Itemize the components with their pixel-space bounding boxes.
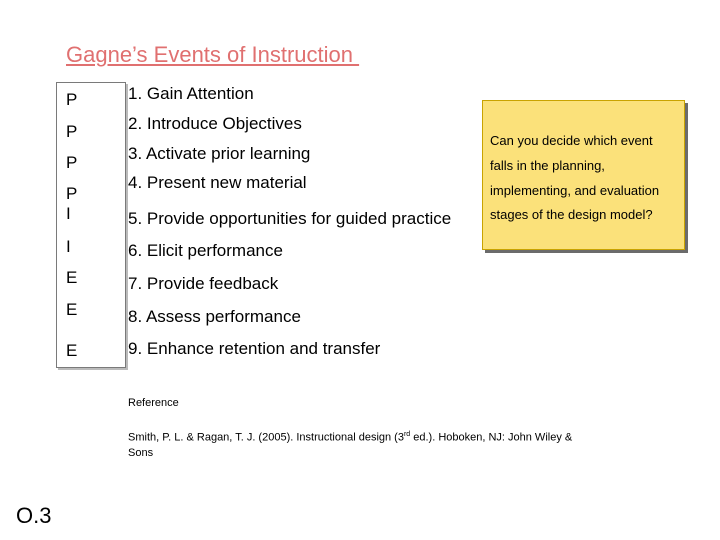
event-item: 4. Present new material <box>128 173 307 192</box>
slide-title: Gagne’s Events of Instruction <box>66 42 360 67</box>
phase-letter: P <box>66 184 78 203</box>
phase-letter: P <box>66 90 78 109</box>
citation-part: Smith, P. L. & Ragan, T. J. (2005). Instructional design (3 <box>128 431 404 444</box>
phase-letter: E <box>66 341 78 360</box>
slide-number: O.3 <box>16 503 52 528</box>
phase-letter: I <box>66 237 71 256</box>
phase-letter: P <box>66 122 78 141</box>
phase-letter: E <box>66 268 78 287</box>
event-item: 6. Elicit performance <box>128 241 283 260</box>
reference-citation <box>128 427 588 461</box>
callout-line: stages of the design model? <box>490 207 653 222</box>
question-callout <box>482 100 685 250</box>
phase-letter: E <box>66 300 78 319</box>
phase-letter: P <box>66 153 78 172</box>
callout-line: falls in the planning, <box>490 158 605 173</box>
callout-line: implementing, and evaluation <box>490 183 660 198</box>
event-item: 5. Provide opportunities for guided practice <box>128 209 452 228</box>
event-item: 3. Activate prior learning <box>128 144 311 163</box>
citation-superscript: rd <box>403 431 411 438</box>
event-item: 2. Introduce Objectives <box>128 114 302 133</box>
citation-part: ed.). Hoboken, NJ: John Wiley & Sons <box>128 431 573 459</box>
phase-letter: I <box>66 204 71 223</box>
event-item: 8. Assess performance <box>128 307 301 326</box>
event-item: 1. Gain Attention <box>128 84 254 103</box>
callout-line: Can you decide which event <box>490 133 653 148</box>
reference-heading: Reference <box>128 397 179 409</box>
event-item: 7. Provide feedback <box>128 274 279 293</box>
event-item: 9. Enhance retention and transfer <box>128 339 381 358</box>
